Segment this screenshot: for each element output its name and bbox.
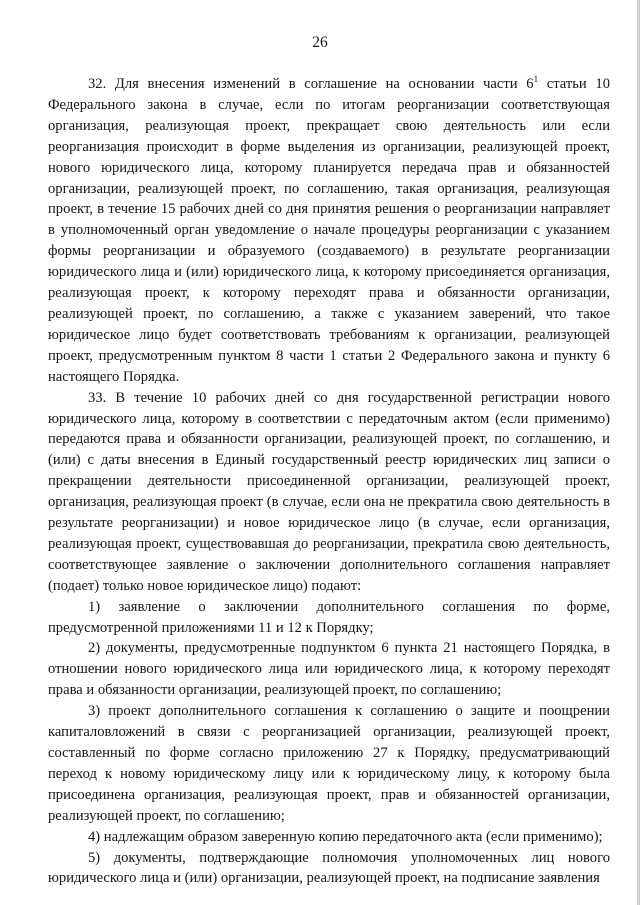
page-number: 26 (312, 34, 328, 51)
superscript-1: 1 (533, 74, 539, 84)
paragraph-33: 33. В течение 10 рабочих дней со дня государственной регистрации нового юридического лица, которому в соответствии с передаточным актом (если применимо) передаются права и обязанности организации, реализующей проект, по соглашению, и (или) с даты внесения в Единый государственный реестр юридических лиц записи о прекращении деятельности присоединенной организации, реализующей проект, организация, реализующая проект (в случае, если она не прекратила свою деятельность в результате реорганизации) и новое юридическое лицо (в случае, если организация, реализующая проект, существовавшая до реорганизации, прекратила свою деятельность, соответствующее заявление о заключении дополнительного соглашения направляет (подает) только новое юридическое лицо) подают: (48, 389, 610, 594)
list-item-5: 5) документы, подтверждающие полномочия уполномоченных лиц нового юридического лица и (или) организации, реализующей проект, на подписание заявления (48, 849, 610, 887)
list-item-3: 3) проект дополнительного соглашения к соглашению о защите и поощрении капиталовложений в связи с реорганизацией организации, реализующей проект, составленный по форме согласно приложению 27 к Порядку, предусматривающий переход к новому юридическому лицу или к юридическому лицу, к которому была присоединена организация, реализующая проект, прав и обязанностей организации, реализующей проект, по соглашению; (48, 703, 610, 824)
document-body (48, 74, 610, 889)
list-item-1: 1) заявление о заключении дополнительного соглашения по форме, предусмотренной приложениями 11 и 12 к Порядку; (48, 598, 610, 636)
list-item-2: 2) документы, предусмотренные подпунктом 6 пункта 21 настоящего Порядка, в отношении нового юридического лица или юридического лица, к которому переходят права и обязанности организации, реализующей проект, по соглашению; (48, 640, 610, 699)
list-item-4: 4) надлежащим образом заверенную копию передаточного акта (если применимо); (88, 828, 603, 845)
paragraph-32-lead: 32. Для внесения изменений в соглашение на основании части 6 (88, 76, 534, 92)
paragraph-32-rest: статьи 10 Федерального закона в случае, если по итогам реорганизации соответствующая организация, реализующая проект, прекращает свою деятельность или если реорганизация происходит в форме выделения из организации, реализующей проект, нового юридического лица, которому планируется передача прав и обязанностей организации, реализующей проект, по соглашению, такая организация, реализующая проект, в течение 15 рабочих дней со дня принятия решения о реорганизации направляет в уполномоченный орган уведомление о начале процедуры реорганизации с указанием формы реорганизации и образуемого (создаваемого) в результате реорганизации юридического лица и (или) юридического лица, к которому присоединяется организация, реализующая проект, к которому переходят права и обязанности организации, реализующей проект, по соглашению, а также с указанием заверений, что такое юридическое лицо будет соответствовать требованиям к организации, реализующей проект, предусмотренным пунктом 8 части 1 статьи 2 Федерального закона и пункту 6 настоящего Порядка. (48, 76, 611, 385)
paragraph-32 (48, 74, 610, 388)
